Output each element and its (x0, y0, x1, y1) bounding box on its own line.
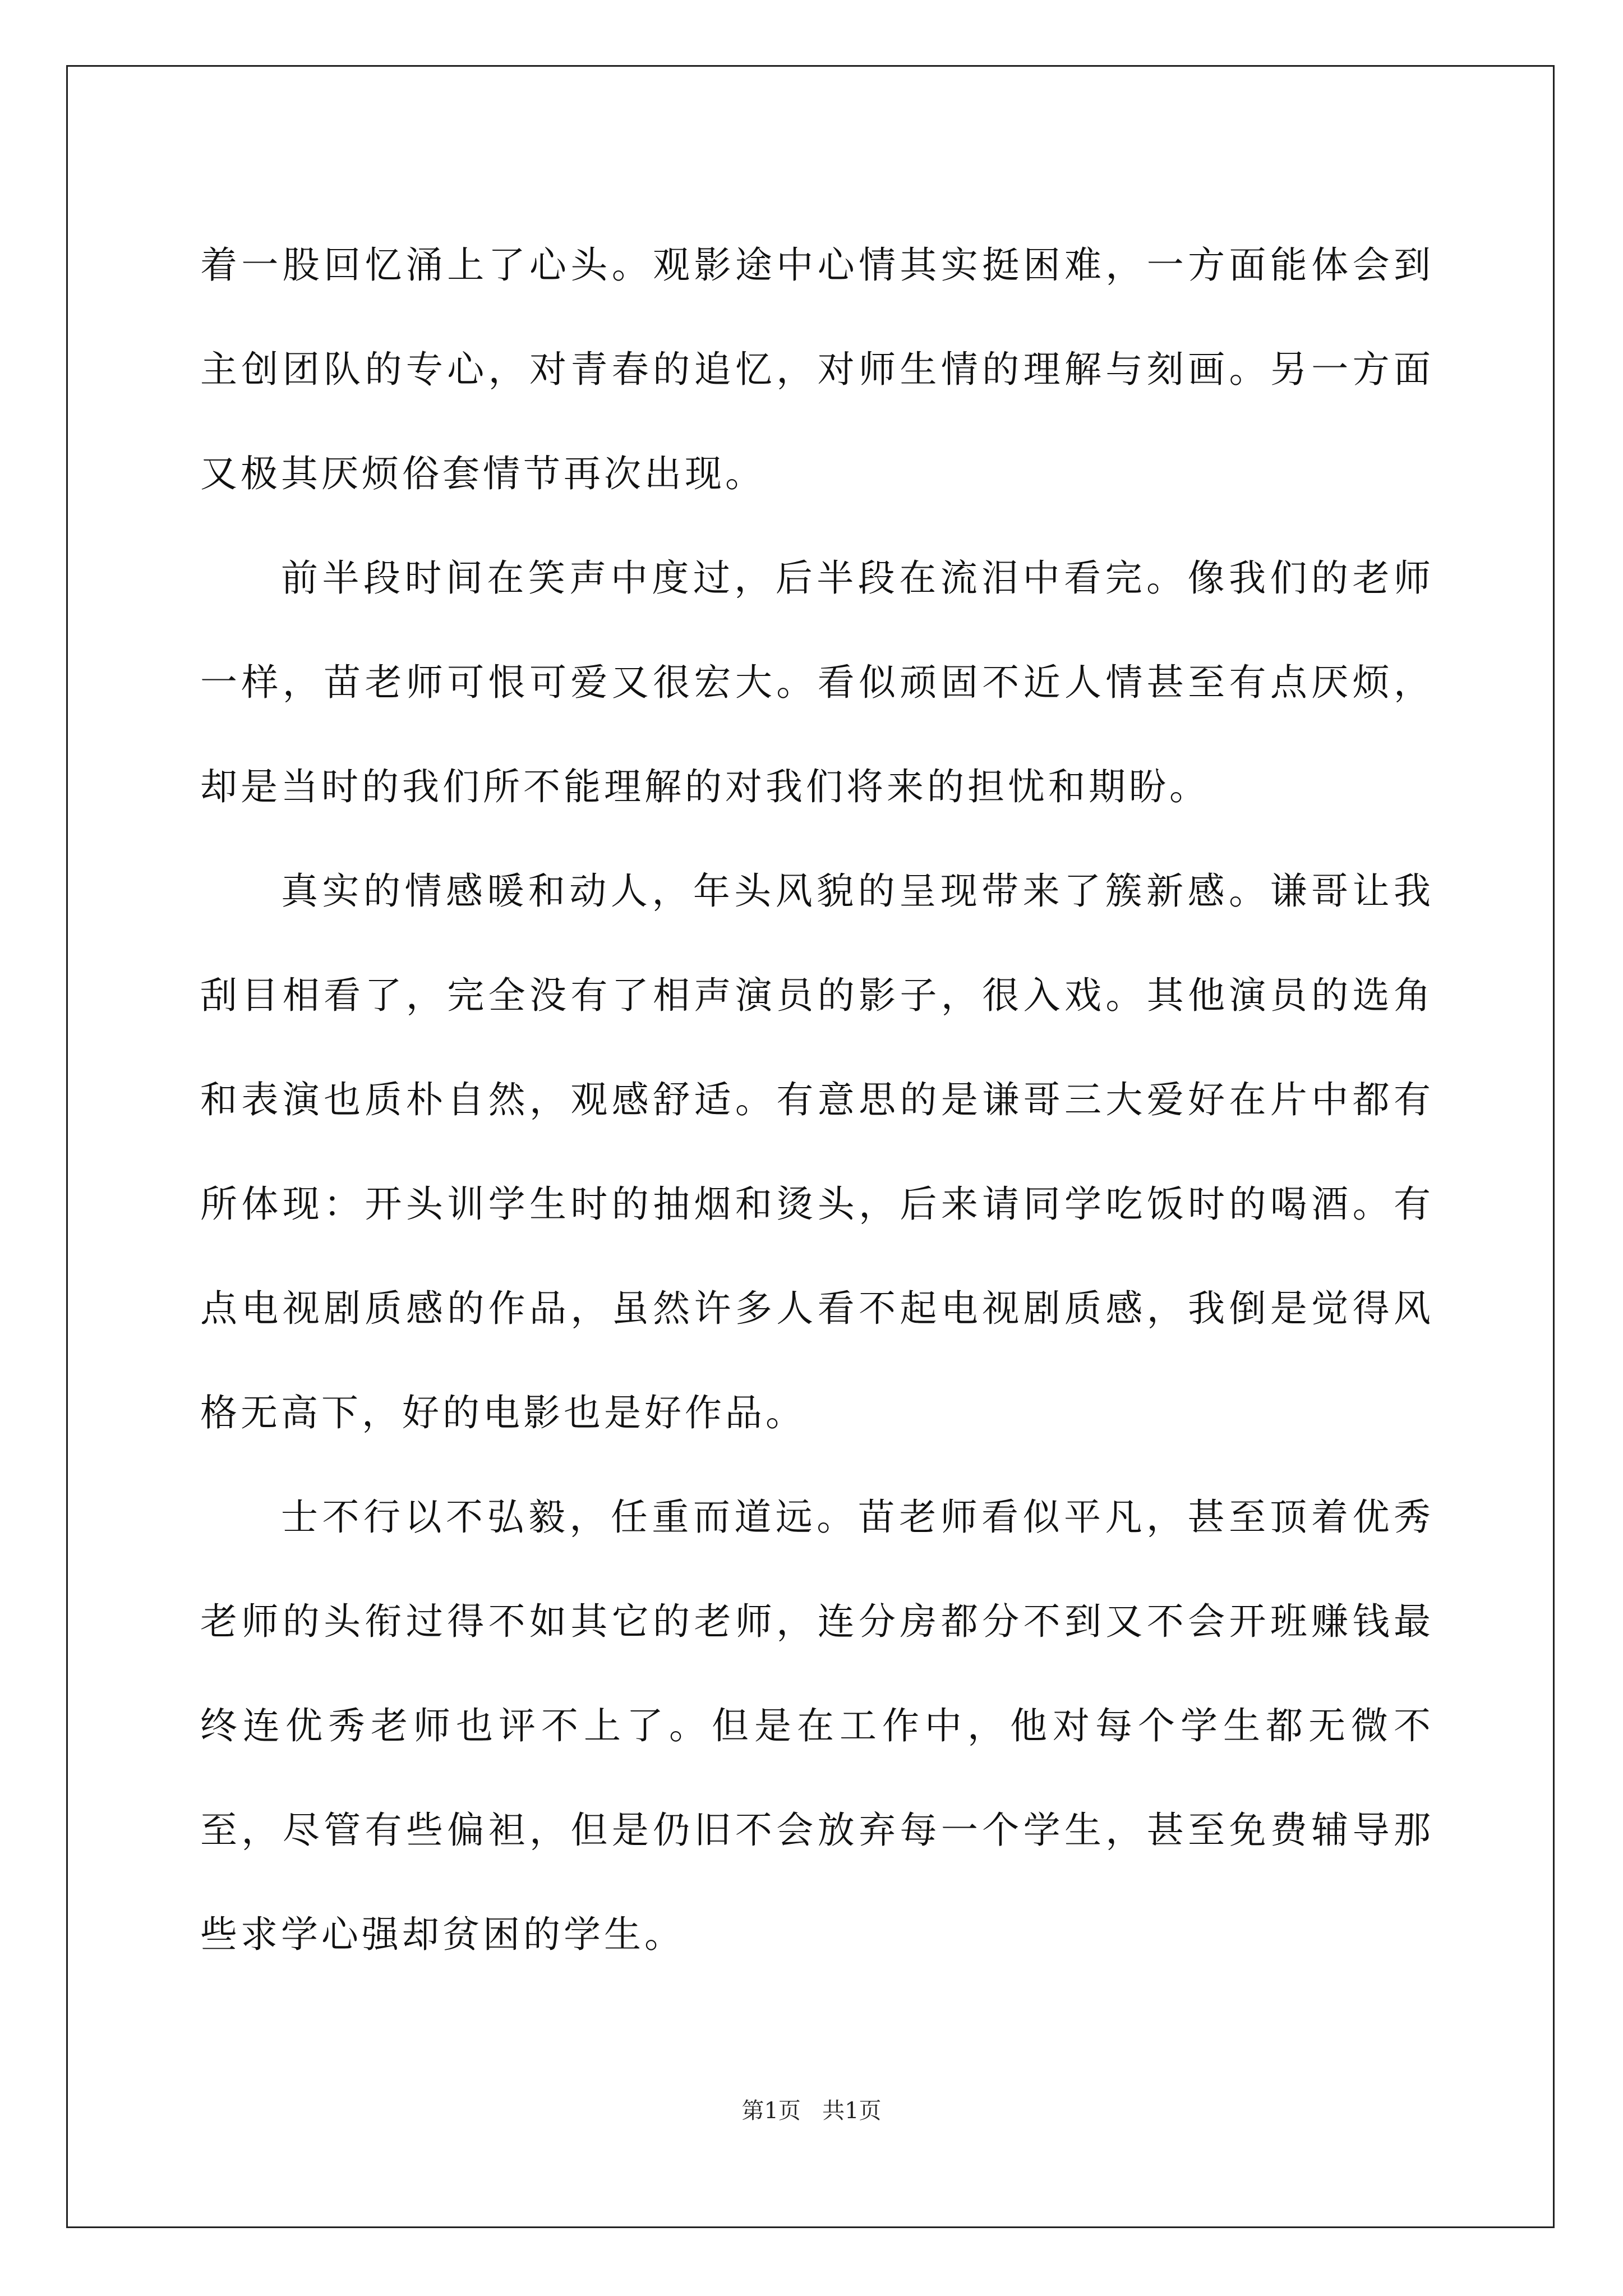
paragraph-3: 真实的情感暖和动人，年头风貌的呈现带来了簇新感。谦哥让我刮目相看了，完全没有了相声演员的影子，很入戏。其他演员的选角和表演也质朴自然，观感舒适。有意思的是谦哥三大爱好在片中都有所体现：开头训学生时的抽烟和烫头，后来请同学吃饭时的喝酒。有点电视剧质感的作品，虽然许多人看不起电视剧质感，我倒是觉得风格无高下，好的电影也是好作品。 (200, 869, 1434, 1434)
paragraph-2: 前半段时间在笑声中度过，后半段在流泪中看完。像我们的老师一样，苗老师可恨可爱又很宏大。看似顽固不近人情甚至有点厌烦，却是当时的我们所不能理解的对我们将来的担忧和期盼。 (200, 556, 1434, 808)
footer-spacer (801, 2098, 822, 2124)
total-pages: 共1页 (822, 2098, 882, 2124)
page-footer (0, 2097, 1623, 2125)
page-number: 第1页 (741, 2098, 801, 2124)
document-body (200, 213, 1434, 1987)
paragraph-4: 士不行以不弘毅，任重而道远。苗老师看似平凡，甚至顶着优秀老师的头衔过得不如其它的老师，连分房都分不到又不会开班赚钱最终连优秀老师也评不上了。但是在工作中，他对每个学生都无微不至，尽管有些偏袒，但是仍旧不会放弃每一个学生，甚至免费辅导那些求学心强却贫困的学生。 (200, 1496, 1434, 1956)
paragraph-1: 着一股回忆涌上了心头。观影途中心情其实挺困难，一方面能体会到主创团队的专心，对青春的追忆，对师生情的理解与刻画。另一方面又极其厌烦俗套情节再次出现。 (200, 243, 1434, 495)
